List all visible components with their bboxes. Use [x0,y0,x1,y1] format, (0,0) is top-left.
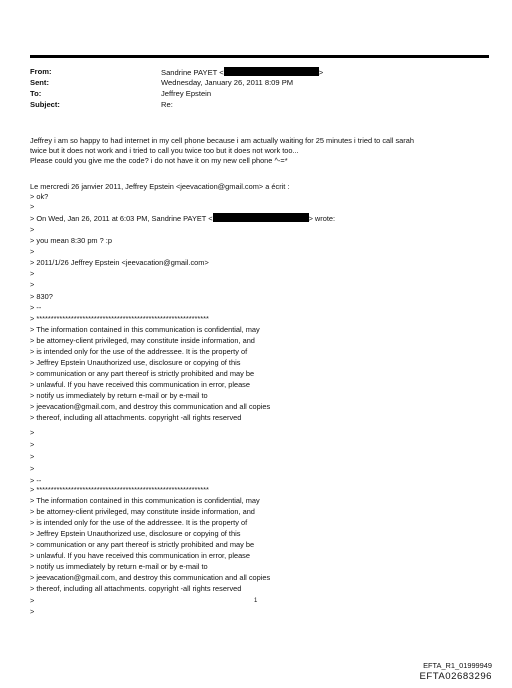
quote-attribution-suffix: > wrote: [308,214,336,223]
subject-value: Re: [161,100,173,109]
quote-line: > [30,202,35,211]
to-label: To: [30,89,42,98]
quote-line: > [30,596,35,605]
message-line: twice but it does not work and i tried to call you twice too but it does not work too... [30,146,299,155]
disclaimer-line: > be attorney-client privileged, may constitute inside information, and [30,336,255,345]
disclaimer-line: > The information contained in this communication is confidential, may [30,496,260,505]
bates-number-small: EFTA_R1_01999949 [423,661,492,670]
quote-line: > 2011/1/26 Jeffrey Epstein <jeevacation@gmail.com> [30,258,209,267]
from-name: Sandrine PAYET < [161,68,224,77]
disclaimer-line: > unlawful. If you have received this communication in error, please [30,551,250,560]
quote-line: > [30,280,35,289]
disclaimer-line: > The information contained in this communication is confidential, may [30,325,260,334]
quote-line: > -- [30,476,42,485]
disclaimer-line: > is intended only for the use of the addressee. It is the property of [30,518,248,527]
from-suffix: > [318,68,324,77]
quote-line: > 830? [30,292,53,301]
quote-line: > ok? [30,192,49,201]
quote-attribution: > On Wed, Jan 26, 2011 at 6:03 PM, Sandrine PAYET < [30,214,213,223]
bates-number-large: EFTA02683296 [419,671,492,682]
redaction-block [213,213,309,222]
sent-label: Sent: [30,78,49,87]
disclaimer-line: > unlawful. If you have received this communication in error, please [30,380,250,389]
quote-line: > [30,225,35,234]
quote-line: > [30,607,35,616]
disclaimer-line: > communication or any part thereof is strictly prohibited and may be [30,369,255,378]
quote-line: > you mean 8:30 pm ? :p [30,236,112,245]
disclaimer-line: > Jeffrey Epstein Unauthorized use, disclosure or copying of this [30,358,241,367]
quote-line [30,213,335,224]
disclaimer-separator: > ************************************************************ [30,314,209,323]
disclaimer-line: > notify us immediately by return e-mail or by e-mail to [30,391,208,400]
disclaimer-separator: > ************************************************************ [30,485,209,494]
quote-line: > [30,269,35,278]
disclaimer-line: > be attorney-client privileged, may constitute inside information, and [30,507,255,516]
disclaimer-line: > Jeffrey Epstein Unauthorized use, disclosure or copying of this [30,529,241,538]
header-rule [30,55,489,58]
disclaimer-line: > notify us immediately by return e-mail or by e-mail to [30,562,208,571]
disclaimer-line: > jeevacation@gmail.com, and destroy this communication and all copies [30,402,271,411]
from-label: From: [30,67,52,76]
page-number: 1 [254,598,258,604]
quote-line: > [30,452,35,461]
message-line: Jeffrey i am so happy to had internet in my cell phone because i am actually waiting for 25 minutes i tried to call sarah [30,136,414,145]
disclaimer-line: > thereof, including all attachments. copyright -all rights reserved [30,584,242,593]
redaction-block [224,67,319,76]
to-value: Jeffrey Epstein [161,89,212,98]
quote-line: > [30,247,35,256]
message-line: Please could you give me the code? i do not have it on my new cell phone ^-=* [30,156,288,165]
from-value [161,67,323,78]
quote-line: > [30,464,35,473]
subject-label: Subject: [30,100,60,109]
sent-value: Wednesday, January 26, 2011 8:09 PM [161,78,294,87]
quote-line: Le mercredi 26 janvier 2011, Jeffrey Epstein <jeevacation@gmail.com> a écrit : [30,182,290,191]
quote-line: > [30,440,35,449]
disclaimer-line: > thereof, including all attachments. copyright -all rights reserved [30,413,242,422]
quote-line: > -- [30,303,42,312]
disclaimer-line: > communication or any part thereof is strictly prohibited and may be [30,540,255,549]
quote-line: > [30,428,35,437]
disclaimer-line: > jeevacation@gmail.com, and destroy this communication and all copies [30,573,271,582]
disclaimer-line: > is intended only for the use of the addressee. It is the property of [30,347,248,356]
